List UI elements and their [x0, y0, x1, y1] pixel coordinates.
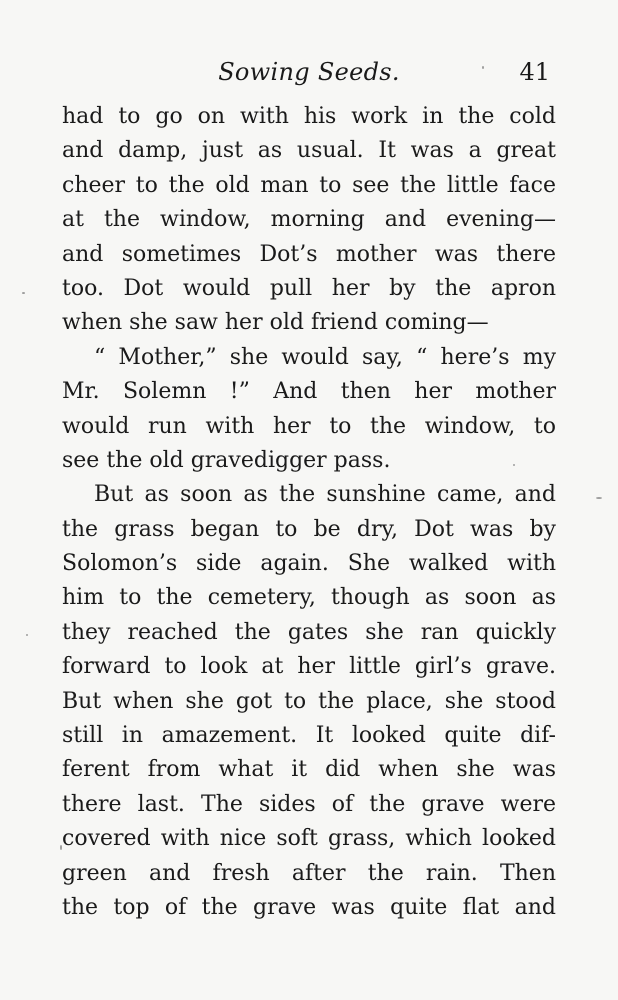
text-line: they reached the gates she ran quickly [62, 619, 556, 645]
text-line: forward to look at her little girl’s grave. [62, 654, 556, 680]
paper-speck [482, 66, 484, 69]
text-line: Mr. Solemn !” And then her mother [62, 379, 556, 405]
text-line: covered with nice soft grass, which looked [62, 826, 556, 852]
text-line: when she saw her old friend coming— [62, 310, 489, 336]
text-line: and damp, just as usual. It was a great [62, 138, 556, 164]
paper-speck [22, 292, 25, 294]
page-number: 41 [519, 58, 550, 86]
text-line: there last. The sides of the grave were [62, 791, 556, 817]
text-line: But as soon as the sunshine came, and [94, 482, 556, 508]
paper-speck [513, 464, 515, 466]
paper-speck [596, 497, 602, 499]
body-text [62, 100, 556, 925]
running-head [62, 54, 556, 90]
text-line: at the window, morning and evening— [62, 207, 556, 233]
text-line: green and fresh after the rain. Then [62, 860, 556, 886]
text-line: had to go on with his work in the cold [62, 104, 556, 129]
paper-speck [60, 845, 62, 850]
text-line: the grass began to be dry, Dot was by [62, 516, 556, 542]
running-title: Sowing Seeds. [218, 58, 400, 86]
text-line: him to the cemetery, though as soon as [62, 585, 556, 611]
text-line: too. Dot would pull her by the apron [62, 275, 556, 301]
text-line: Solomon’s side again. She walked with [62, 551, 556, 577]
text-line: still in amazement. It looked quite dif- [62, 723, 556, 749]
text-line: and sometimes Dot’s mother was there [62, 241, 556, 267]
text-line: But when she got to the place, she stood [62, 688, 556, 714]
text-line: “ Mother,” she would say, “ here’s my [94, 344, 556, 370]
text-line: cheer to the old man to see the little face [62, 172, 556, 198]
text-line: see the old gravedigger pass. [62, 447, 391, 473]
text-line: would run with her to the window, to [62, 413, 556, 439]
paper-speck [26, 634, 28, 636]
text-line: ferent from what it did when she was [62, 757, 556, 783]
text-line: the top of the grave was quite flat and [62, 894, 556, 920]
